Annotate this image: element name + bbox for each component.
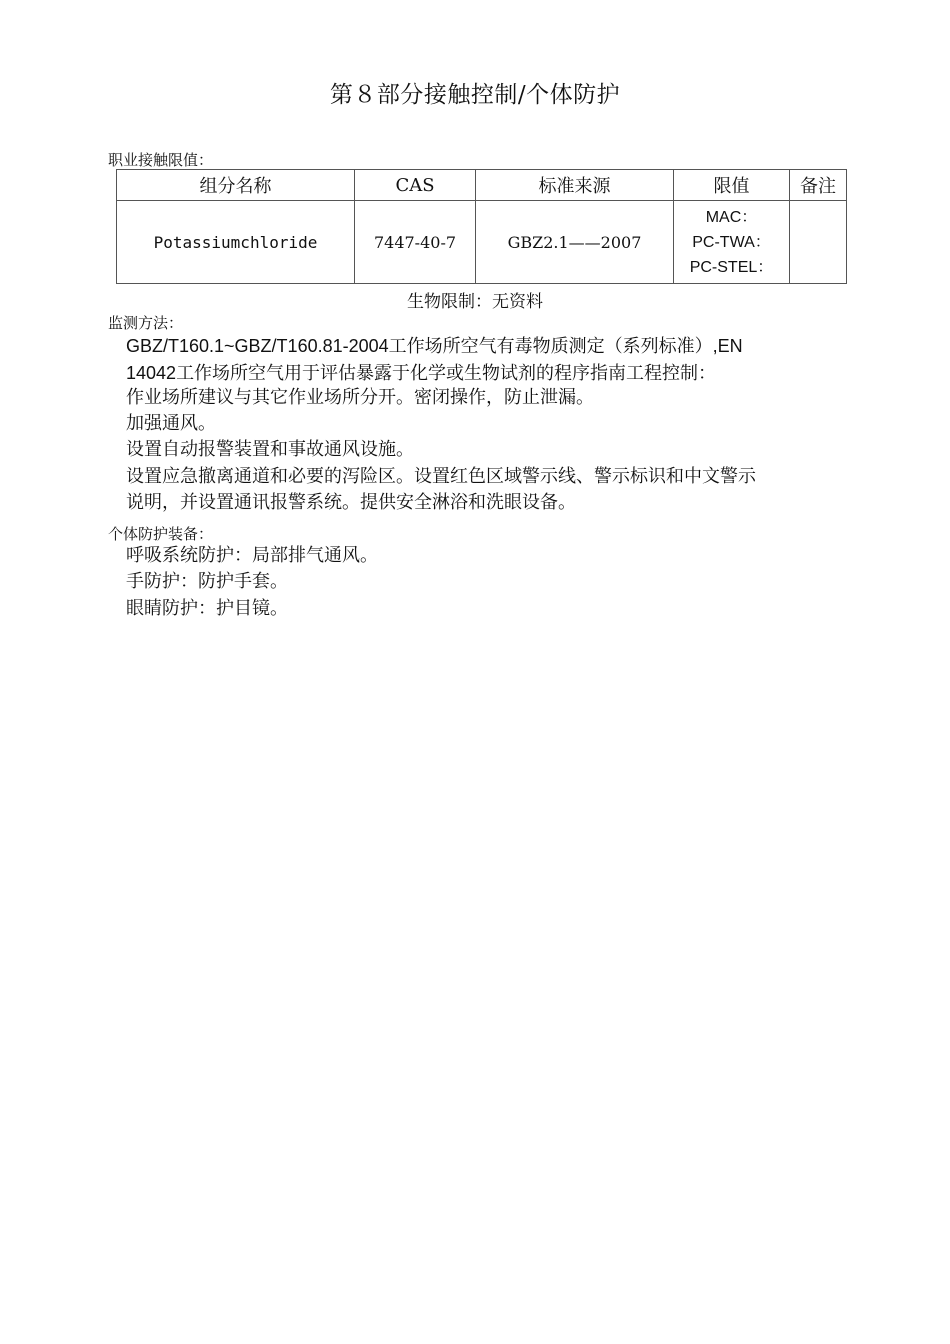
control-line-3: 设置自动报警装置和事故通风设施。 — [126, 439, 414, 460]
standard-code: GBZ/T160.1~GBZ/T160.81-2004 — [126, 336, 389, 356]
ppe-respiratory: 呼吸系统防护：局部排气通风。 — [126, 545, 378, 566]
header-limit: 限值 — [674, 170, 790, 201]
standard2-desc: 工作场所空气用于评估暴露于化学或生物试剂的程序指南工程控制： — [176, 363, 717, 384]
standard2-code: 14042 — [126, 363, 177, 383]
ppe-label: 个体防护装备： — [108, 525, 214, 543]
limit-pc-twa: PC-TWA： — [692, 233, 771, 251]
standard-desc: 工作场所空气有毒物质测定（系列标准） — [388, 336, 713, 357]
exposure-limits-label: 职业接触限值： — [108, 151, 214, 169]
cell-remark — [790, 201, 847, 284]
monitoring-label: 监测方法： — [108, 314, 184, 332]
control-line-5: 说明，并设置通讯报警系统。提供安全淋浴和洗眼设备。 — [126, 492, 576, 513]
control-line-1: 作业场所建议与其它作业场所分开。密闭操作，防止泄漏。 — [126, 387, 594, 408]
table-row — [117, 201, 847, 284]
section-title: 第８部分接触控制/个体防护 — [329, 82, 621, 108]
header-source: 标准来源 — [476, 170, 674, 201]
control-line-2: 加强通风。 — [126, 413, 216, 434]
standard-en: ,EN — [712, 336, 743, 356]
bio-limit: 生物限制：无资料 — [407, 292, 543, 312]
exposure-limits-table — [116, 169, 847, 284]
cell-cas: 7447-40-7 — [355, 201, 476, 284]
cell-component: Potassiumchloride — [117, 201, 355, 284]
monitoring-standard — [126, 333, 841, 387]
limit-mac: MAC： — [705, 208, 758, 226]
ppe-hand: 手防护：防护手套。 — [126, 571, 288, 592]
control-line-4: 设置应急撤离通道和必要的泻险区。设置红色区域警示线、警示标识和中文警示 — [126, 466, 756, 487]
header-component: 组分名称 — [117, 170, 355, 201]
table-header-row — [117, 170, 847, 201]
cell-source: GBZ2.1——2007 — [476, 201, 674, 284]
cell-limits — [674, 201, 790, 284]
limit-pc-stel: PC-STEL： — [689, 258, 774, 276]
header-remark: 备注 — [790, 170, 847, 201]
header-cas: CAS — [355, 170, 476, 201]
ppe-eye: 眼睛防护：护目镜。 — [126, 598, 288, 619]
